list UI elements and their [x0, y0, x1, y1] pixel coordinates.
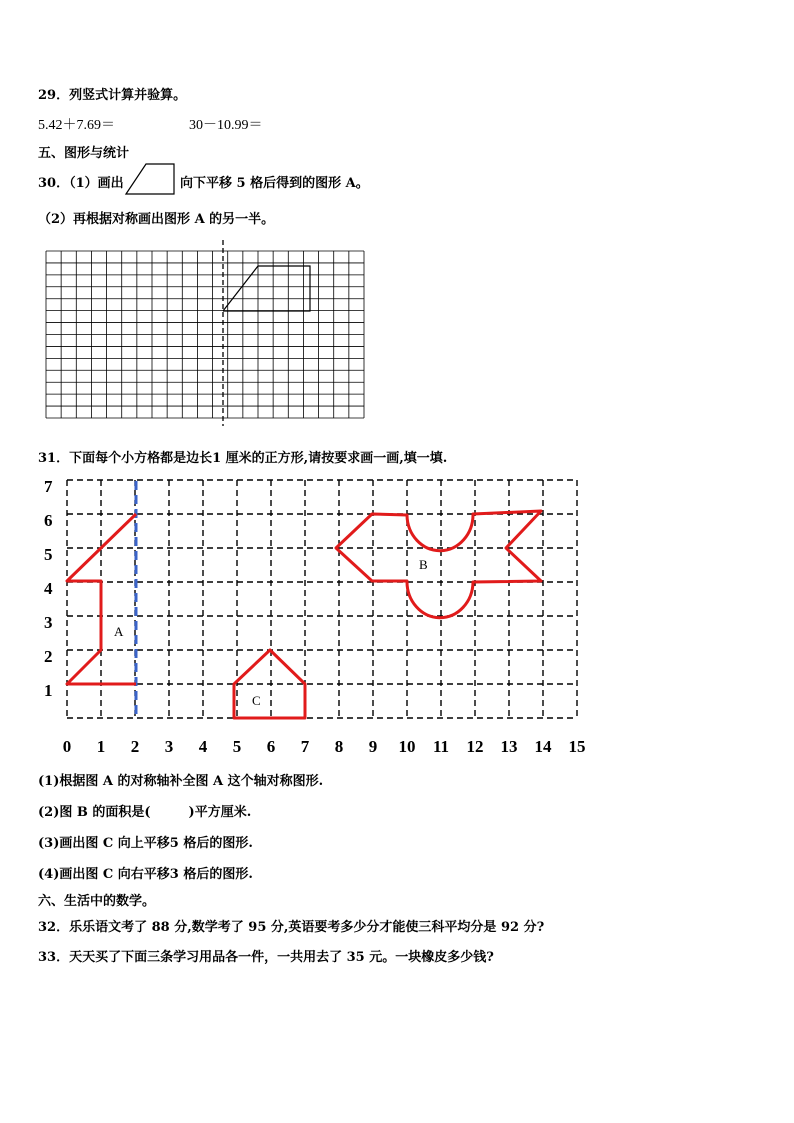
- x-axis-label: 10: [398, 737, 416, 756]
- q30-part1-suffix: 向下平移 5 格后得到的图形 A。: [180, 176, 369, 191]
- q31-item-4: (4)画出图 C 向右平移3 格后的图形.: [38, 867, 253, 882]
- q31-shape-a-label: A: [114, 624, 124, 639]
- section-6-heading: 六、生活中的数学。: [38, 894, 156, 909]
- x-axis-label: 4: [198, 737, 208, 756]
- y-axis-label: 6: [44, 511, 53, 530]
- q31-shape-b: [336, 511, 541, 618]
- q31-item-3: (3)画出图 C 向上平移5 格后的图形.: [38, 836, 253, 851]
- y-axis-label: 5: [44, 545, 53, 564]
- q32-text: 32．乐乐语文考了 88 分,数学考了 95 分,英语要考多少分才能使三科平均分是 92 分?: [38, 920, 545, 935]
- x-axis-label: 8: [334, 737, 344, 756]
- y-axis-label: 7: [44, 477, 53, 496]
- x-axis-label: 12: [466, 737, 484, 756]
- x-axis-label: 3: [164, 737, 174, 756]
- q31-shape-b-label: B: [419, 557, 428, 572]
- x-axis-label: 9: [368, 737, 378, 756]
- q31-item-1: (1)根据图 A 的对称轴补全图 A 这个轴对称图形.: [38, 774, 324, 789]
- q29-expr-2: 30－10.99＝: [189, 118, 263, 133]
- q31-title: 31．下面每个小方格都是边长1 厘米的正方形,请按要求画一画,填一填.: [38, 451, 448, 466]
- x-axis-label: 15: [568, 737, 586, 756]
- x-axis-label: 11: [432, 737, 450, 756]
- y-axis-label: 2: [44, 647, 53, 666]
- x-axis-label: 2: [130, 737, 140, 756]
- q30-part1-prefix: 30．（1）画出: [38, 176, 124, 191]
- x-axis-label: 14: [534, 737, 552, 756]
- x-axis-label: 5: [232, 737, 242, 756]
- y-axis-label: 1: [44, 681, 53, 700]
- x-axis-label: 0: [62, 737, 72, 756]
- x-axis-label: 6: [266, 737, 276, 756]
- q29-title: 29．列竖式计算并验算。: [38, 88, 187, 103]
- x-axis-label: 13: [500, 737, 518, 756]
- q31-shape-c-label: C: [252, 693, 261, 708]
- section-5-heading: 五、图形与统计: [38, 146, 130, 161]
- y-axis-label: 4: [44, 579, 53, 598]
- x-axis-label: 7: [300, 737, 310, 756]
- q31-item-2-prefix: (2)图 B 的面积是(: [38, 805, 151, 820]
- q31-item-2-suffix: )平方厘米.: [188, 805, 252, 820]
- y-axis-label: 3: [44, 613, 53, 632]
- q31-item-2: [38, 801, 251, 820]
- x-axis-label: 1: [96, 737, 106, 756]
- q30-part2: （2）再根据对称画出图形 A 的另一半。: [38, 212, 275, 227]
- q31-shape-a: [67, 514, 136, 684]
- q33-text: 33．天天买了下面三条学习用品各一件，一共用去了 35 元。一块橡皮多少钱?: [38, 950, 494, 965]
- q29-expr-1: 5.42＋7.69＝: [38, 118, 115, 133]
